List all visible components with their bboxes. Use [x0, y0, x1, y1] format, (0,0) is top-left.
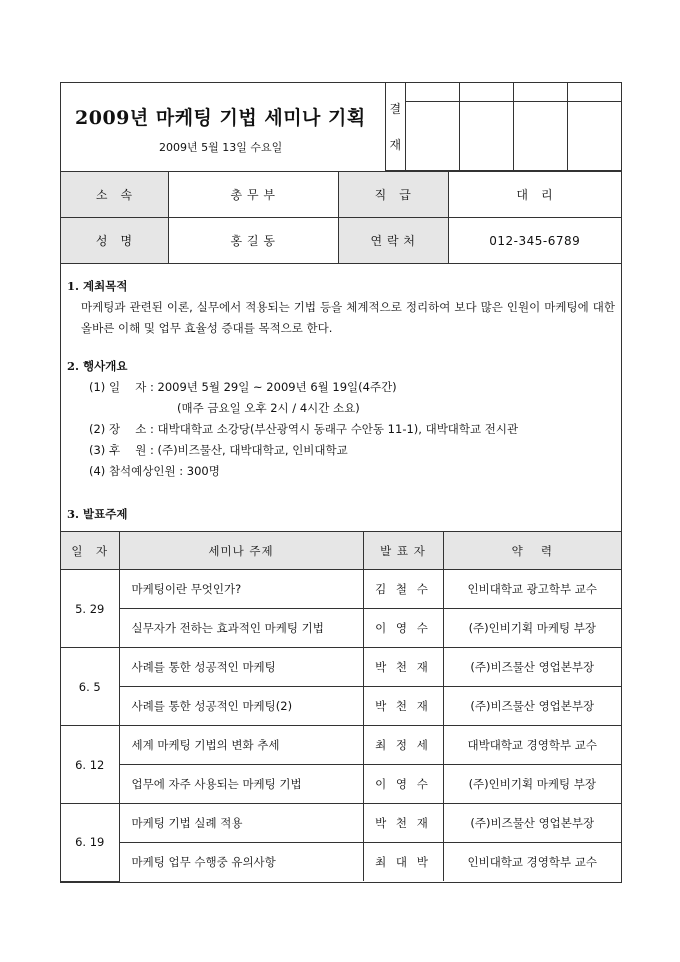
- session-profile: 대박대학교 경영학부 교수: [443, 726, 621, 765]
- session-profile: (주)인비기획 마케팅 부장: [443, 609, 621, 648]
- session-presenter: 김 철 수: [363, 570, 443, 609]
- table-row: [61, 570, 621, 609]
- table-row: [61, 765, 621, 804]
- overview-item-sponsor: (3) 후 원 : (주)비즈물산, 대박대학교, 인비대학교: [89, 443, 348, 457]
- session-date: 5. 29: [61, 570, 119, 648]
- document-body: [61, 264, 621, 532]
- document-title: 2009년 마케팅 기법 세미나 기획: [75, 107, 366, 129]
- session-topic: 사례를 통한 성공적인 마케팅(2): [119, 687, 363, 726]
- table-row: [61, 843, 621, 882]
- approval-label: [385, 83, 405, 171]
- approval-label-top: 결: [389, 101, 402, 116]
- overview-item-attendance: (4) 참석예상인원 : 300명: [89, 464, 220, 478]
- plan-document: [60, 82, 622, 883]
- overview-item-venue: (2) 장 소 : 대박대학교 소강당(부산광역시 동래구 수안동 11-1), 대박대학교 전시관: [89, 422, 519, 436]
- table-row: [61, 609, 621, 648]
- affiliation-label: 소 속: [61, 172, 168, 218]
- header-presenter: 발 표 자: [363, 532, 443, 570]
- overview-item-date: (1) 일 자 : 2009년 5월 29일 ~ 2009년 6월 19일(4주간): [89, 380, 397, 394]
- session-date: 6. 5: [61, 648, 119, 726]
- header-date: 일 자: [61, 532, 119, 570]
- approval-header-cell: [459, 83, 513, 101]
- rank-label: 직 급: [338, 172, 448, 218]
- approval-label-bottom: 재: [389, 137, 402, 152]
- session-presenter: 박 천 재: [363, 648, 443, 687]
- schedule-header-row: [61, 532, 621, 570]
- header-topic: 세미나 주제: [119, 532, 363, 570]
- session-profile: 인비대학교 광고학부 교수: [443, 570, 621, 609]
- session-presenter: 박 천 재: [363, 804, 443, 843]
- approval-sign-cell: [513, 101, 567, 171]
- table-row: [61, 804, 621, 843]
- overview-heading: 2. 행사개요: [67, 359, 128, 373]
- session-topic: 마케팅 기법 실례 적용: [119, 804, 363, 843]
- session-presenter: 박 천 재: [363, 687, 443, 726]
- session-profile: 인비대학교 경영학부 교수: [443, 843, 621, 882]
- topics-heading: 3. 발표주제: [67, 507, 128, 521]
- name-value: 홍 길 동: [168, 218, 338, 264]
- approval-sign-cell: [567, 101, 621, 171]
- approval-header-cell: [405, 83, 459, 101]
- session-topic: 업무에 자주 사용되는 마케팅 기법: [119, 765, 363, 804]
- table-row: [61, 687, 621, 726]
- session-topic: 사례를 통한 성공적인 마케팅: [119, 648, 363, 687]
- overview-item-time: (매주 금요일 오후 2시 / 4시간 소요): [177, 401, 360, 415]
- title-block: [61, 83, 385, 171]
- session-date: 6. 19: [61, 804, 119, 882]
- purpose-heading: 1. 계최목적: [67, 279, 128, 293]
- session-profile: (주)비즈물산 영업본부장: [443, 648, 621, 687]
- session-presenter: 최 정 세: [363, 726, 443, 765]
- session-profile: (주)인비기획 마케팅 부장: [443, 765, 621, 804]
- contact-label: 연 락 처: [338, 218, 448, 264]
- session-profile: (주)비즈물산 영업본부장: [443, 804, 621, 843]
- session-topic: 마케팅이란 무엇인가?: [119, 570, 363, 609]
- approval-sign-cell: [459, 101, 513, 171]
- session-topic: 실무자가 전하는 효과적인 마케팅 기법: [119, 609, 363, 648]
- contact-value: 012-345-6789: [448, 218, 621, 264]
- session-topic: 마케팅 업무 수행중 유의사항: [119, 843, 363, 882]
- name-label: 성 명: [61, 218, 168, 264]
- session-profile: (주)비즈물산 영업본부장: [443, 687, 621, 726]
- session-topic: 세계 마케팅 기법의 변화 추세: [119, 726, 363, 765]
- document-header: [61, 83, 621, 172]
- session-presenter: 최 대 박: [363, 843, 443, 882]
- table-row: [61, 648, 621, 687]
- seminar-schedule-table: [61, 532, 621, 882]
- applicant-info-table: [61, 172, 621, 264]
- document-date: 2009년 5월 13일 수요일: [159, 141, 283, 154]
- rank-value: 대 리: [448, 172, 621, 218]
- approval-header-cell: [513, 83, 567, 101]
- approval-header-cell: [567, 83, 621, 101]
- approval-sign-cell: [405, 101, 459, 171]
- purpose-text: 마케팅과 관련된 이론, 실무에서 적용되는 기법 등을 체계적으로 정리하여 보다 많은 인원이 마케팅에 대한 올바른 이해 및 업무 효율성 증대를 목적으로 한다.: [81, 300, 616, 335]
- approval-box: [385, 83, 621, 171]
- header-profile: 약 력: [443, 532, 621, 570]
- session-presenter: 이 영 수: [363, 609, 443, 648]
- session-presenter: 이 영 수: [363, 765, 443, 804]
- table-row: [61, 726, 621, 765]
- affiliation-value: 총 무 부: [168, 172, 338, 218]
- session-date: 6. 12: [61, 726, 119, 804]
